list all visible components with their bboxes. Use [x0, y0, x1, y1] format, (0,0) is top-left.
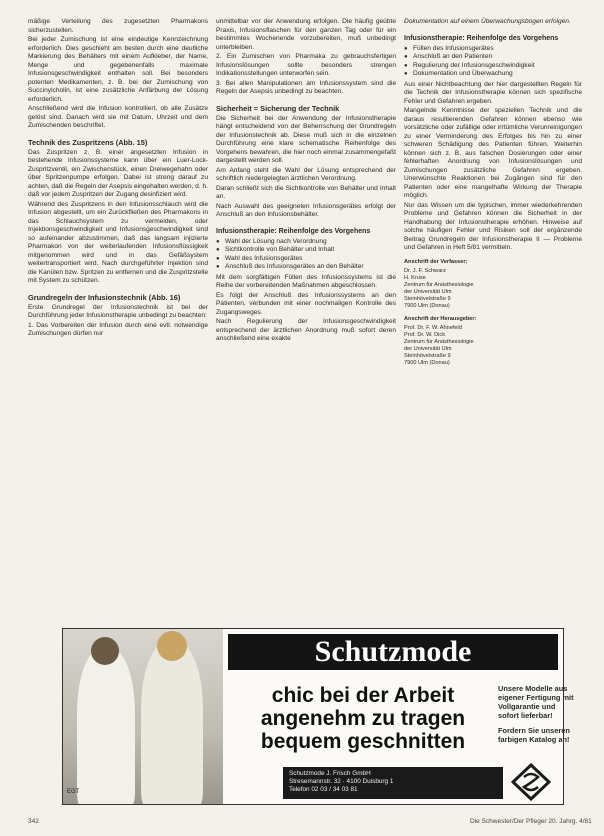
editor-address-label: Anschrift der Herausgeber:	[404, 315, 477, 322]
ad-photo	[63, 629, 223, 804]
ad-slogan: chic bei der Arbeit angenehm zu tragen bequem geschnitten	[260, 684, 466, 753]
list-item: ● Anschluß an den Patienten	[404, 53, 582, 62]
paragraph: Während des Zuspritzens in den Infusionsschlauch wird die Infusion abgestellt, um ein Zurückfließen des Pharmakons in das Schlauchsystem zu vermeiden, oder Injektionsgeschwindigkeit und Infusionsgeschwindigkeit sind so aufeinander abzustimmen, daß das langsam injizierte Pharmakon von der weiterlaufenden Infusionsflüssigkeit mitgenommen wird und in das Gefäßsystem weitertransportiert wird. Nach durchgeführter Injektion sind die Kanülen bzw. Spritzen zu entfernen und die Zuspritzstelle mit System zu schützen.	[28, 200, 208, 284]
paragraph: Es folgt der Anschluß des Infusionssystems an den Patienten, verbunden mit einer nochmaligen Kontrolle des Zugangsweges.	[216, 291, 396, 316]
address-line: 7900 Ulm (Donau)	[404, 359, 450, 366]
paragraph: Mit dem sorgfältigen Füllen des Infusionssystems ist die Reihe der vorbereitenden Maßnahmen abgeschlossen.	[216, 273, 396, 289]
paragraph: Nur das Wissen um die typischen, immer wiederkehrenden Probleme und Gefahren können die Sicherheit in der Handhabung der Infusionstherapie erhöhen. Hinweise auf solche häufigen Fehler und Risiken soll der ergänzende Beitrag Grundregeln der Infusionstherapie II — Probleme und Gefahren in Heft 5/81 vermitteln.	[404, 201, 582, 251]
address-line: Steinhövelstraße 9	[404, 352, 451, 359]
paragraph: Nach Auswahl des geeigneten Infusionsgerätes erfolgt der Anschluß an den Infusionsbehälter.	[216, 202, 396, 218]
contact-line: Schutzmode J. Frisch GmbH	[289, 770, 371, 777]
paragraph: 3. Bei allen Manipulationen am Infusionssystem sind die Regeln der Asepsis unbedingt zu beachten.	[216, 79, 396, 95]
address-line: 7900 Ulm (Donau)	[404, 302, 450, 309]
address-line: Zentrum für Anästhesiologie	[404, 281, 474, 288]
column-1	[28, 18, 208, 340]
box-heading: Infusionstherapie: Reihenfolge des Vorgehens	[216, 227, 371, 235]
list-item: ● Anschluß des Infusionsgerätes an den Behälter	[216, 263, 396, 272]
author-address	[404, 259, 582, 310]
contact-line: Stresemannstr. 32 · 4100 Duisburg 1	[289, 778, 394, 785]
address-line: der Universität Ulm	[404, 288, 452, 295]
paragraph: Bei jeder Zumischung ist eine eindeutige Kennzeichnung erforderlich. Dies geschieht am besten durch eine deutliche Markierung des Behälters mit einem Aufkleber, der Name, Menge und gegebenenfalls maximale Infusionsgeschwindigkeit enthalten soll. Bei besonders potenten Medikamenten, z. B. bei der Zumischung von Succinylcholin, ist eine zusätzliche Anfärbung der Lösung erforderlich.	[28, 36, 208, 103]
paragraph: unmittelbar vor der Anwendung erfolgen. Die häufig geübte Praxis, Infusionsflaschen für den ganzen Tag oder für ein bestimmtes Wochenende vorzubereiten, muß unbedingt unterbleiben.	[216, 18, 396, 51]
address-line: Steinhövelstraße 9	[404, 295, 451, 302]
photo-label: EGT	[67, 789, 80, 795]
journal-reference: Die Schwester/Der Pfleger 20. Jahrg. 4/81	[470, 818, 592, 825]
section-heading: Grundregeln der Infusionstechnik (Abb. 16)	[28, 292, 181, 302]
box-heading: Infusionstherapie: Reihenfolge des Vorgehens	[404, 34, 559, 42]
paragraph: Erste Grundregel der Infusionstechnik ist bei der Durchführung jeder Infusionstherapie unbedingt zu beachten:	[28, 303, 208, 319]
ad-side-text	[498, 684, 578, 750]
list-item: ● Sichtkontrolle von Behälter und Inhalt	[216, 246, 396, 255]
paragraph: Aus einer Nichtbeachtung der hier dargestellten Regeln für die Technik der Infusionstherapie können sich spezifische Fehler und Gefahren ergeben.	[404, 80, 582, 105]
address-line: H. Kruse	[404, 274, 426, 281]
list-item: ● Regulierung der Infusionsgeschwindigkeit	[404, 62, 582, 71]
model-figure	[141, 643, 203, 804]
bullet-list	[216, 238, 396, 272]
column-3	[404, 18, 582, 367]
paragraph: Anschließend wird die Infusion kontrolliert, ob alle Zusätze gelöst sind. Danach wird sie mit Datum, Uhrzeit und dem Zumischenden beschriftet.	[28, 105, 208, 129]
author-address-label: Anschrift der Verfasser:	[404, 258, 468, 265]
address-line: Prof. Dr. F. W. Ahnefeld	[404, 324, 462, 331]
paragraph: Mangelnde Kenntnisse der speziellen Technik und die daraus resultierenden Gefahren können ebenso wie vorsätzliche oder zufällige oder irrtümliche Verunreinigungen zu einer Verminderung des Erfolges bis hin zu einer schweren Schädigung des Patienten führen. Weiterhin können sich z. B. aus falschen Dosierungen oder einer fehlerhaften Anordnung von Infusionslösungen und Zumischungen zusätzliche Gefahren ergeben. Unerwünschte Reaktionen bei Zugängen sind für den Patienten oder eine mangelhafte Wirkung der Therapie möglich.	[404, 107, 582, 199]
paragraph: 1. Das Vorbereiten der Infusion durch eine evtl. notwendige Zumischungen dürfen nur	[28, 321, 208, 337]
address-line: Zentrum für Anästhesiologie	[404, 338, 474, 345]
paragraph: Das Zuspritzen z. B. einer angesetzten Infusion in bestehende Infusionssysteme kann über ein Luer-Lock-Zuspritzventil, ein Zwischenstück, einen Dreiwegehahn oder über Spritzenpumpe erfolgen. Dabei ist streng darauf zu achten, daß die Regeln der Asepsis eingehalten werden, d. h. daß vor jedem Zuspritzen der Zugang desinfiziert wird.	[28, 148, 208, 198]
paragraph: Nach Regulierung der Infusionsgeschwindigkeit entsprechend der ärztlichen Anordnung muß sofort deren anschließend eine exakte	[216, 318, 396, 342]
list-item: ● Dokumentation und Überwachung	[404, 70, 582, 79]
list-item: ● Wahl des Infusionsgerätes	[216, 255, 396, 264]
paragraph: Die Sicherheit bei der Anwendung der Infusionstherapie hängt entscheidend von der Beherrschung der Grundregeln der Infusionstechnik ab. Diese muß sich in die einzelnen Durchführung eine klare schematische Reihenfolge des Vorgehens bewahren, die hier noch einmal zusammengefaßt dargestellt werden soll.	[216, 114, 396, 164]
ad-contact-box	[283, 767, 503, 799]
address-line: Prof. Dr. W. Dick	[404, 331, 446, 338]
brand-banner: Schutzmode	[228, 634, 558, 670]
model-head	[91, 637, 119, 665]
paragraph: 2. Ein Zumischen von Pharmaka zu gebrauchsfertigen Infusionslösungen sollte besonders strengen Indikationsstellungen unterworfen sein.	[216, 53, 396, 77]
section-heading: Sicherheit = Sicherung der Technik	[216, 103, 340, 113]
model-head	[157, 631, 187, 661]
bullet-list	[404, 45, 582, 79]
brand-logo-icon	[511, 763, 551, 801]
address-line: Dr. J. F. Schwarz	[404, 267, 446, 274]
paragraph: mäßige Verteilung des zugesetzten Pharmakons sicherzustellen.	[28, 18, 208, 34]
list-item: ● Füllen des Infusionsgerätes	[404, 45, 582, 54]
model-figure	[77, 649, 135, 804]
ad-side-paragraph: Unsere Modelle aus eigener Fertigung mit Vollgarantie und sofort lieferbar!	[498, 684, 574, 720]
page-number: 342	[28, 818, 39, 825]
list-item: ● Wahl der Lösung nach Verordnung	[216, 238, 396, 247]
paragraph: Dokumentation auf einem Überwachungsbogen erfolgen.	[404, 18, 571, 25]
section-heading: Technik des Zuspritzens (Abb. 15)	[28, 137, 148, 147]
column-2	[216, 18, 396, 345]
advertisement	[62, 628, 574, 805]
ad-side-paragraph: Fordern Sie unseren farbigen Katalog an!	[498, 726, 570, 744]
paragraph: Daran schließt sich die Sichtkontrolle von Behälter und Inhalt an.	[216, 184, 396, 200]
address-line: der Universität Ulm	[404, 345, 452, 352]
contact-line: Telefon 02 03 / 34 03 81	[289, 786, 358, 793]
editor-address	[404, 316, 582, 367]
paragraph: Am Anfang steht die Wahl der Lösung entsprechend der schriftlich niedergelegten ärztlichen Verordnung.	[216, 166, 396, 182]
